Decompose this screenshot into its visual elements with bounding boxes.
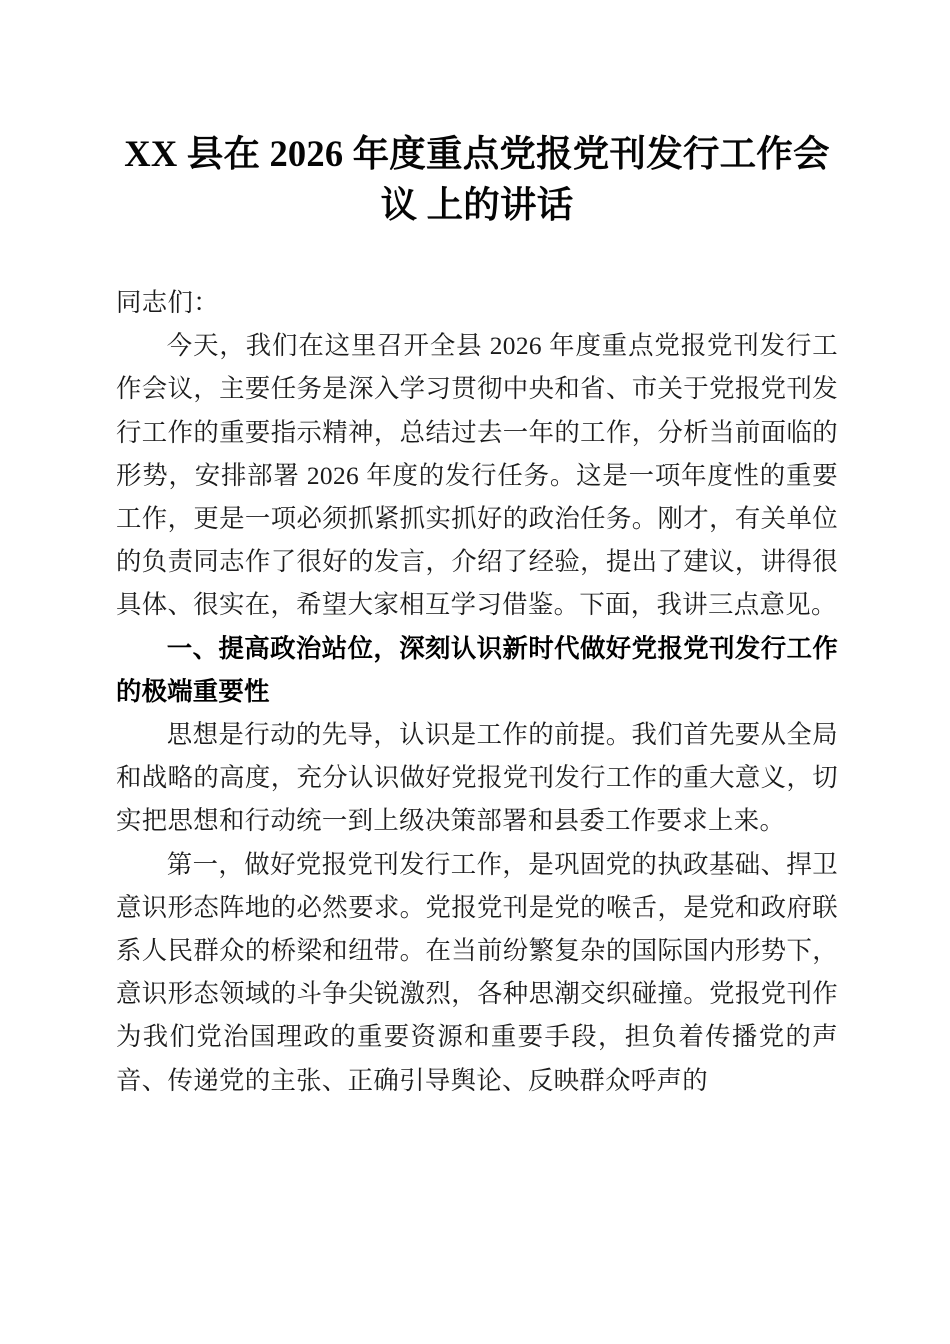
paragraph-section1-2: 第一，做好党报党刊发行工作，是巩固党的执政基础、捍卫意识形态阵地的必然要求。党报党刊是党的喉舌，是党和政府联系人民群众的桥梁和纽带。在当前纷繁复杂的国际国内形势下，意识形态领域的斗争尖锐激烈，各种思潮交织碰撞。党报党刊作为我们党治国理政的重要资源和重要手段，担负着传播党的声音、传递党的主张、正确引导舆论、反映群众呼声的 <box>116 850 838 1095</box>
document-title <box>116 0 838 230</box>
document-content-area <box>116 0 838 1103</box>
paragraph-section1-1: 思想是行动的先导，认识是工作的前提。我们首先要从全局和战略的高度，充分认识做好党报党刊发行工作的重大意义，切实把思想和行动统一到上级决策部署和县委工作要求上来。 <box>116 721 838 836</box>
paragraph-opening: 今天，我们在这里召开全县 2026 年度重点党报党刊发行工作会议，主要任务是深入学习贯彻中央和省、市关于党报党刊发行工作的重要指示精神，总结过去一年的工作，分析当前面临的形势，安排部署 2026 年度的发行任务。这是一项年度性的重要工作，更是一项必须抓紧抓实抓好的政治任务。刚才，有关单位的负责同志作了很好的发言，介绍了经验，提出了建议，讲得很具体、很实在，希望大家相互学习借鉴。下面，我讲三点意见。 <box>116 332 838 620</box>
section-heading-1: 一、提高政治站位，深刻认识新时代做好党报党刊发行工作的极端重要性 <box>116 634 838 706</box>
salutation: 同志们： <box>116 289 219 317</box>
document-title-line-2: 上的讲话 <box>426 184 574 225</box>
document-title-line-1: XX 县在 2026 年度重点党报党刊发行工作会议 <box>124 133 830 225</box>
